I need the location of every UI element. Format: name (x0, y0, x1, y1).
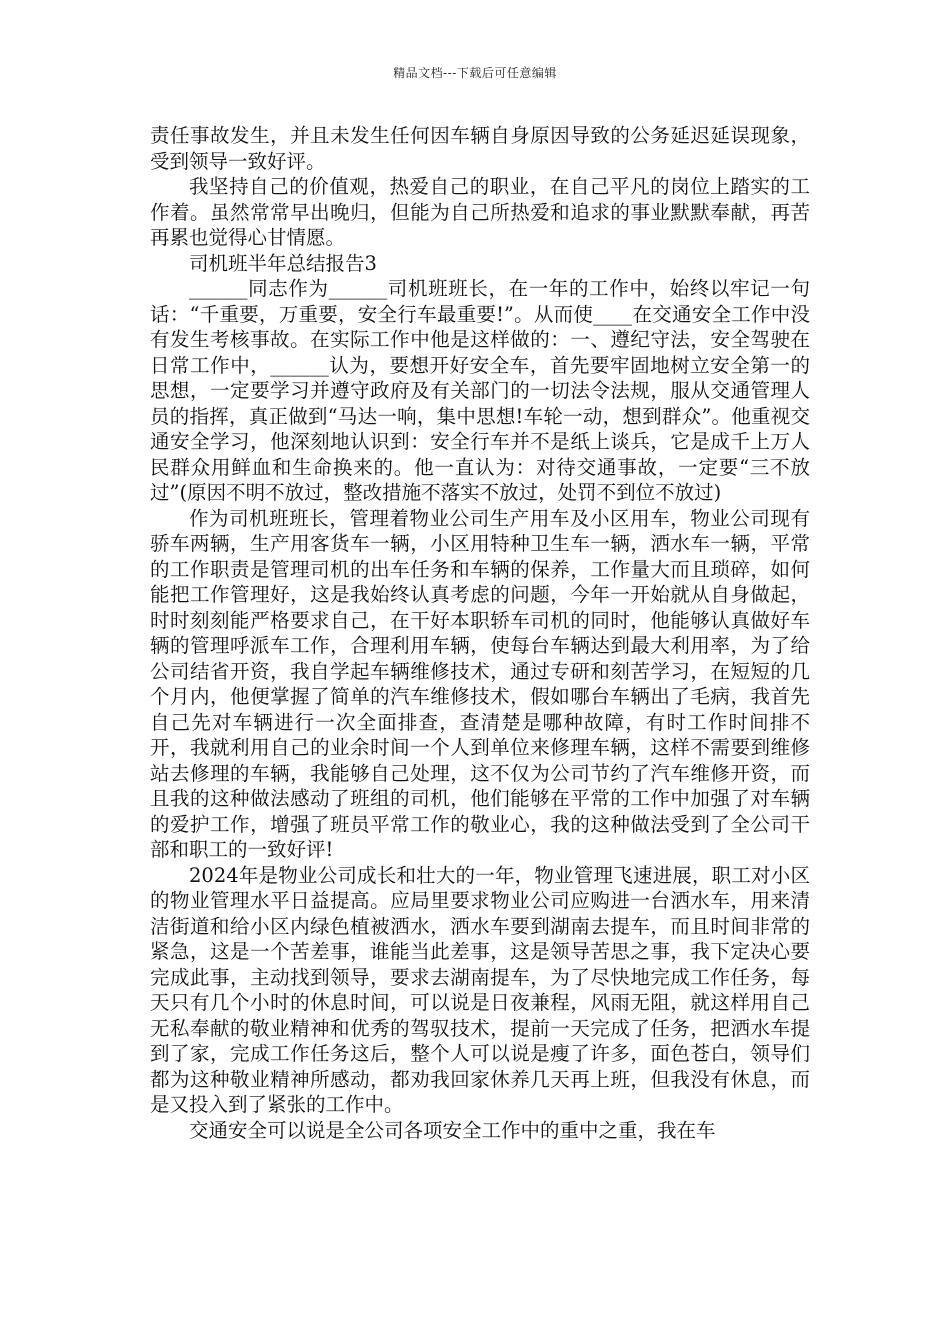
paragraph: 作为司机班班长，管理着物业公司生产用车及小区用车，物业公司现有骄车两辆，生产用客货车一辆，小区用特种卫生车一辆，洒水车一辆，平常的工作职责是管理司机的出车任务和车辆的保养，工作量大而且琐碎，如何能把工作管理好，这是我始终认真考虑的问题，今年一开始就从自身做起，时时刻刻能严格要求自己，在干好本职轿车司机的同时，他能够认真做好车辆的管理呼派车工作，合理利用车辆，使每台车辆达到最大利用率，为了给公司结省开资，我自学起车辆维修技术，通过专研和刻苦学习，在短短的几个月内，他便掌握了简单的汽车维修技术，假如哪台车辆出了毛病，我首先自己先对车辆进行一次全面排查，查清楚是哪种故障，有时工作时间排不开，我就利用自己的业余时间一个人到单位来修理车辆，这样不需要到维修站去修理的车辆，我能够自己处理，这不仅为公司节约了汽车维修开资，而且我的这种做法感动了班组的司机，他们能够在平常的工作中加强了对车辆的爱护工作，增强了班员平常工作的敬业心，我的这种做法受到了全公司干部和职工的一致好评! (150, 506, 810, 861)
page-header: 精品文档---下载后可任意编辑 (393, 66, 557, 80)
paragraph: 2024年是物业公司成长和壮大的一年，物业管理飞速进展，职工对小区的物业管理水平日益提高。应局里要求物业公司应购进一台洒水车，用来清洁街道和给小区内绿色植被洒水，洒水车要到湖南去提车，而且时间非常的紧急，这是一个苦差事，谁能当此差事，这是领导苦思之事，我下定决心要完成此事，主动找到领导，要求去湖南提车，为了尽快地完成工作任务，每天只有几个小时的休息时间，可以说是日夜兼程，风雨无阻，就这样用自己无私奉献的敬业精神和优秀的驾驭技术，提前一天完成了任务，把洒水车提到了家，完成工作任务这后，整个人可以说是瘦了许多，面色苍白，领导们都为这种敬业精神所感动，都劝我回家休养几天再上班，但我没有休息，而是又投入到了紧张的工作中。 (150, 863, 810, 1116)
paragraph: 交通安全可以说是全公司各项安全工作中的重中之重，我在车 (189, 1118, 716, 1142)
section-heading: 司机班半年总结报告3 (189, 251, 377, 275)
paragraph: 我坚持自己的价值观，热爱自己的职业，在自己平凡的岗位上踏实的工作着。虽然常常早出晚归，但能为自己所热爱和追求的事业默默奉献，再苦再累也觉得心甘情愿。 (150, 175, 810, 249)
paragraph: ______同志作为______司机班班长，在一年的工作中，始终以牢记一句话：“千重要，万重要，安全行车最重要!”。从而使____在交通安全工作中没有发生考核事故。在实际工作中他是这样做的：一、遵纪守法，安全驾驶在日常工作中，______认为，要想开好安全车，首先要牢固地树立安全第一的思想，一定要学习并遵守政府及有关部门的一切法令法规，服从交通管理人员的指挥，真正做到“马达一响，集中思想!车轮一动，想到群众”。他重视交通安全学习，他深刻地认识到：安全行车并不是纸上谈兵，它是成千上万人民群众用鲜血和生命换来的。他一直认为：对待交通事故，一定要“三不放过”(原因不明不放过，整改措施不落实不放过，处罚不到位不放过) (150, 277, 810, 504)
document-body (150, 123, 810, 1143)
paragraph: 责任事故发生，并且未发生任何因车辆自身原因导致的公务延迟延误现象，受到领导一致好评。 (150, 124, 810, 173)
